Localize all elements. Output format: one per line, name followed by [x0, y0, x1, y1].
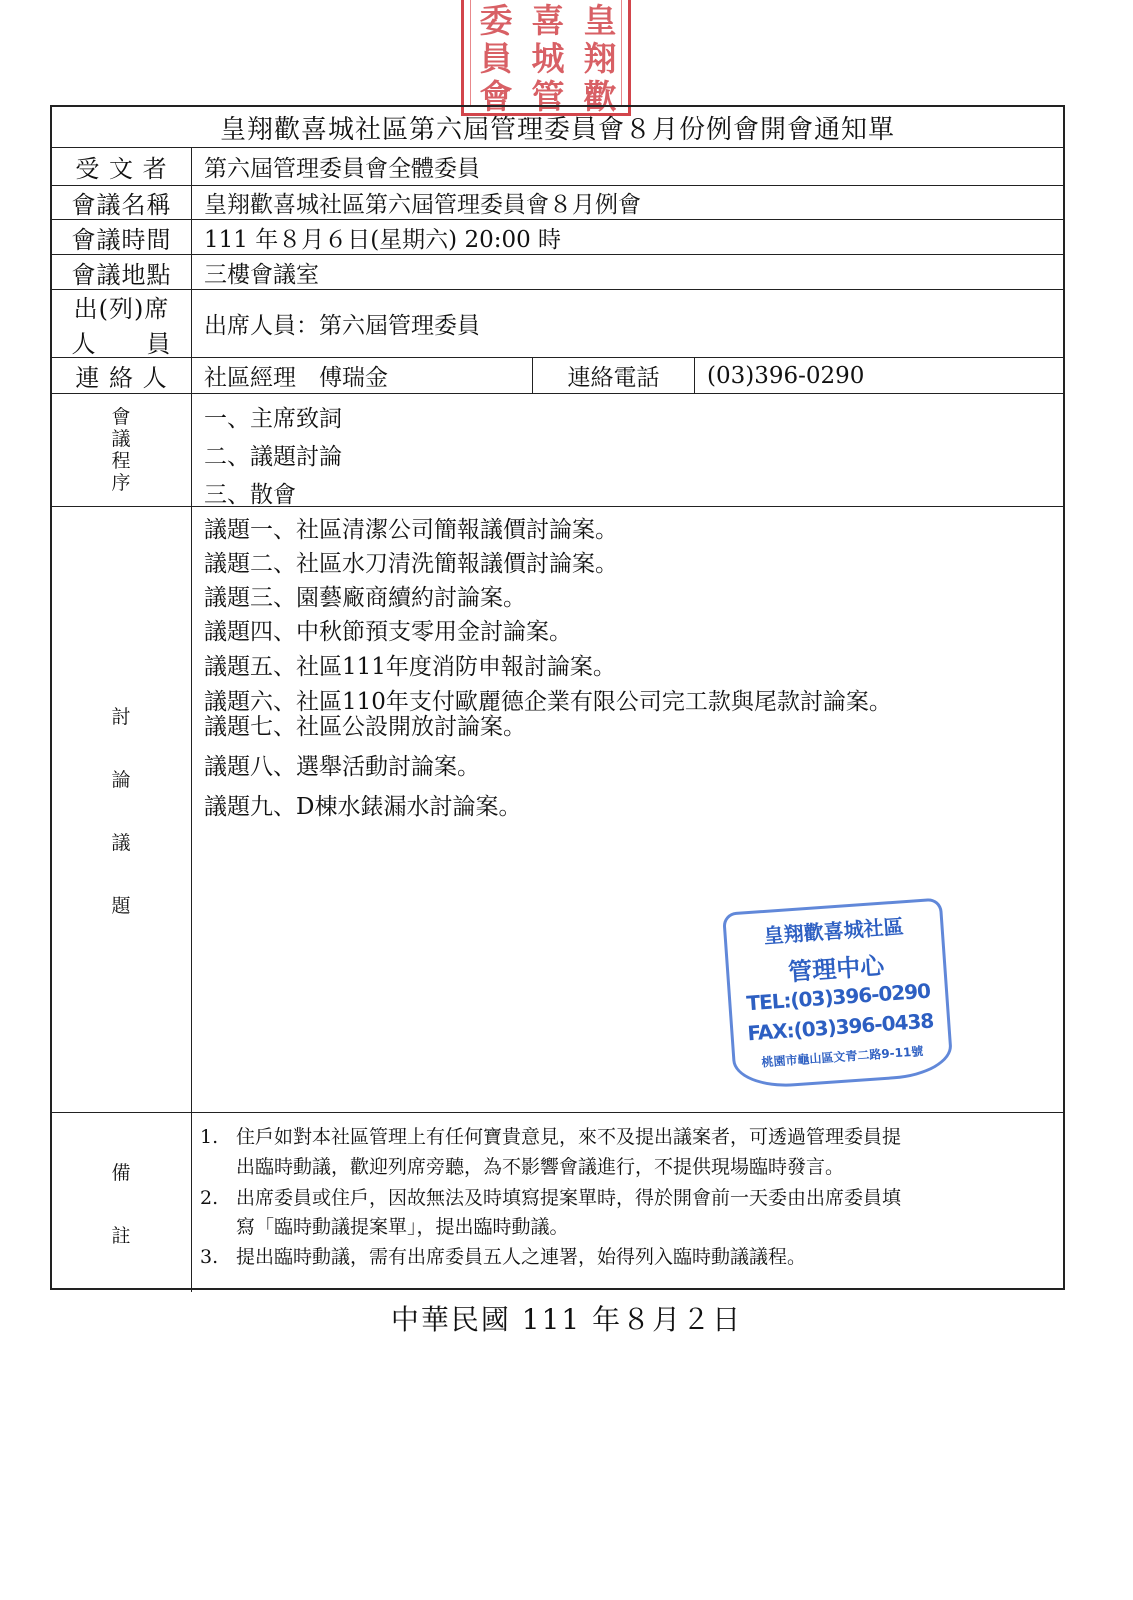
- remark-text: 出臨時動議，歡迎列席旁聽，為不影響會議進行，不提供現場臨時發言。: [236, 1156, 845, 1178]
- topic-item: 議題六、社區110年支付歐麗德企業有限公司完工款與尾款討論案。: [204, 689, 892, 715]
- seal-column-2: 喜 城 管: [531, 1, 565, 116]
- agenda-item: 二、議題討論: [204, 444, 342, 470]
- notice-title: 皇翔歡喜城社區第六屆管理委員會８月份例會開會通知單: [219, 114, 895, 145]
- topic-item: 議題五、社區111年度消防申報討論案。: [204, 654, 616, 680]
- issue-date: 中華民國 111 年８月２日: [390, 1303, 743, 1336]
- topic-item: 議題七、社區公設開放討論案。: [204, 714, 526, 740]
- management-office-stamp: [722, 898, 954, 1091]
- seal-column-1: 皇 翔 歡: [583, 1, 617, 116]
- remarks-label-char: 備: [111, 1161, 132, 1184]
- topics-label: [52, 507, 192, 1112]
- meeting-time-row: [52, 220, 1063, 255]
- agenda-label-char: 序: [111, 472, 132, 494]
- remark-number: 2.: [200, 1187, 219, 1209]
- attendees-row: [52, 290, 1063, 358]
- agenda-item: 三、散會: [204, 482, 296, 508]
- notice-title-row: [52, 107, 1063, 148]
- topic-item: 議題二、社區水刀清洗簡報議價討論案。: [204, 551, 618, 577]
- remark-text: 提出臨時動議，需有出席委員五人之連署，始得列入臨時動議議程。: [236, 1246, 807, 1268]
- meeting-place-row: [52, 255, 1063, 290]
- remark-number: 1.: [200, 1126, 219, 1148]
- red-seal: [461, 0, 631, 116]
- meeting-time-value: 111 年８月６日(星期六) 20:00 時: [204, 226, 562, 253]
- topic-item: 議題三、園藝廠商續約討論案。: [204, 585, 526, 611]
- attendees-label: [52, 290, 192, 357]
- contact-row: [52, 358, 1063, 394]
- recipient-row: [52, 148, 1063, 186]
- stamp-address: 桃園市龜山區文青二路9-11號: [761, 1044, 924, 1070]
- topic-item: 議題八、選舉活動討論案。: [204, 754, 480, 780]
- phone-value: (03)396-0290: [707, 362, 865, 389]
- meeting-name-label: 會議名稱: [52, 186, 192, 219]
- recipient-label: 受 文 者: [52, 148, 192, 185]
- agenda-item: 一、主席致詞: [204, 406, 342, 432]
- meeting-name-value: 皇翔歡喜城社區第六屆管理委員會８月例會: [204, 192, 641, 218]
- stamp-fax: FAX:(03)396-0438: [746, 1008, 934, 1046]
- contact-label: 連 絡 人: [52, 358, 192, 393]
- remarks-label: [52, 1113, 192, 1292]
- topic-item: 議題四、中秋節預支零用金討論案。: [204, 619, 572, 645]
- contact-value: 社區經理 傅瑞金: [204, 365, 388, 391]
- remark-number: 3.: [200, 1246, 219, 1268]
- remarks-row: [52, 1113, 1063, 1292]
- stamp-office-name: 管理中心: [787, 951, 886, 987]
- meeting-place-label: 會議地點: [52, 255, 192, 289]
- remark-text: 寫「臨時動議提案單」，提出臨時動議。: [236, 1216, 569, 1238]
- agenda-label-char: 會: [111, 406, 132, 428]
- stamp-tel: TEL:(03)396-0290: [745, 978, 931, 1016]
- meeting-place-value: 三樓會議室: [204, 261, 319, 288]
- topic-item: 議題九、D棟水錶漏水討論案。: [204, 794, 522, 820]
- remark-line: [200, 1183, 901, 1210]
- remark-line: [200, 1122, 901, 1149]
- meeting-time-label: 會議時間: [52, 220, 192, 254]
- notice-table: [50, 105, 1065, 1290]
- attendees-value: 出席人員：第六屆管理委員: [204, 313, 480, 339]
- seal-column-3: 委 員 會: [479, 1, 513, 116]
- remark-line: [200, 1152, 844, 1179]
- attendees-label-line2: 人 員: [71, 329, 172, 358]
- topic-item: 議題一、社區清潔公司簡報議價討論案。: [204, 517, 618, 543]
- topics-label-char: 題: [111, 894, 132, 917]
- remark-text: 出席委員或住戶，因故無法及時填寫提案單時，得於開會前一天委由出席委員填: [236, 1187, 902, 1209]
- stamp-community-name: 皇翔歡喜城社區: [762, 914, 905, 949]
- remark-line: [200, 1212, 569, 1239]
- agenda-label-char: 程: [111, 450, 132, 472]
- remark-line: [200, 1242, 806, 1269]
- remarks-label-char: 註: [111, 1224, 132, 1247]
- agenda-label-char: 議: [111, 428, 132, 450]
- agenda-row: [52, 394, 1063, 507]
- phone-label: 連絡電話: [532, 358, 695, 393]
- recipient-value: 第六屆管理委員會全體委員: [204, 156, 480, 182]
- agenda-label: [52, 394, 192, 506]
- topics-label-char: 論: [111, 768, 132, 791]
- topics-label-char: 議: [111, 831, 132, 854]
- remark-text: 住戶如對本社區管理上有任何寶貴意見，來不及提出議案者，可透過管理委員提: [236, 1126, 902, 1148]
- attendees-label-line1: 出(列)席: [73, 294, 170, 323]
- meeting-name-row: [52, 186, 1063, 220]
- topics-label-char: 討: [111, 705, 132, 728]
